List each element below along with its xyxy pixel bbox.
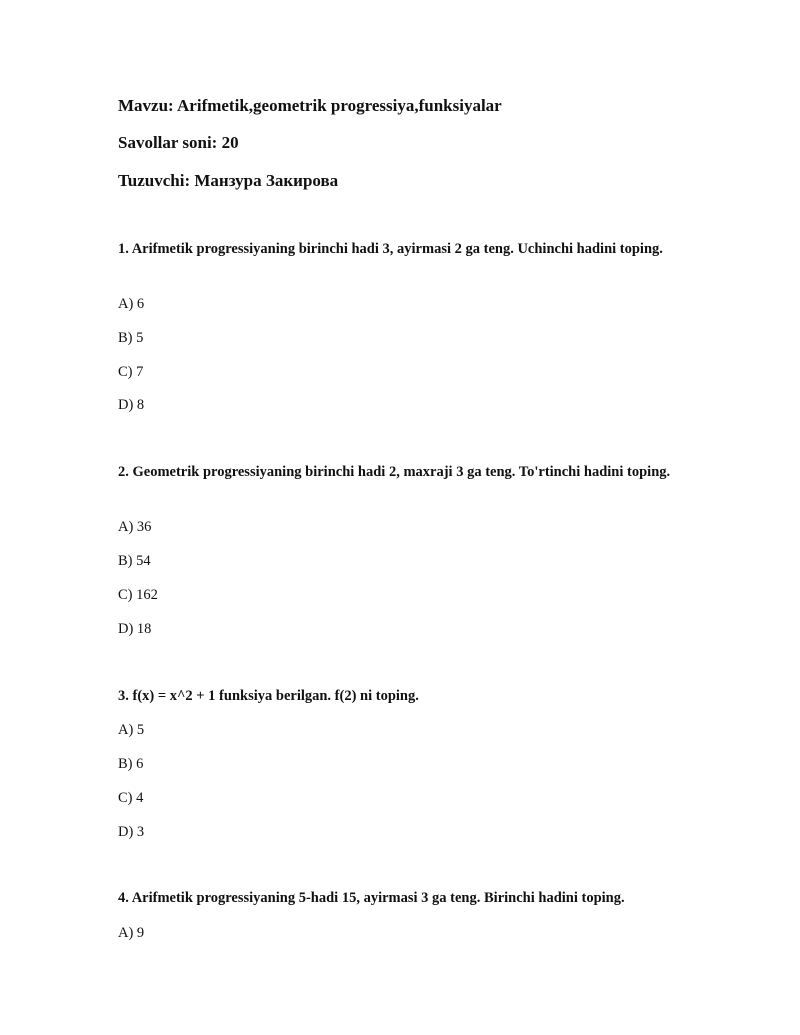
question-1-option-d: D) 8: [118, 397, 145, 413]
question-1-option-c: C) 7: [118, 364, 144, 380]
question-1-text: 1. Arifmetik progressiyaning birinchi hadi 3, ayirmasi 2 ga teng. Uchinchi hadini toping.: [118, 241, 663, 257]
question-3-option-d: D) 3: [118, 824, 145, 840]
question-2-option-d: D) 18: [118, 621, 152, 637]
question-2-option-c: C) 162: [118, 587, 158, 603]
topic-heading: Mavzu: Arifmetik,geometrik progressiya,funksiyalar: [118, 96, 502, 115]
question-2-option-a: A) 36: [118, 519, 152, 535]
question-3-option-b: B) 6: [118, 756, 144, 772]
question-1-option-b: B) 5: [118, 330, 144, 346]
question-3-option-a: A) 5: [118, 722, 145, 738]
question-2-text: 2. Geometrik progressiyaning birinchi hadi 2, maxraji 3 ga teng. To'rtinchi hadini toping.: [118, 464, 671, 480]
question-count-heading: Savollar soni: 20: [118, 133, 239, 152]
question-3-text: 3. f(x) = x^2 + 1 funksiya berilgan. f(2) ni toping.: [118, 688, 419, 704]
question-2-option-b: B) 54: [118, 553, 151, 569]
question-4-text: 4. Arifmetik progressiyaning 5-hadi 15, ayirmasi 3 ga teng. Birinchi hadini toping.: [118, 890, 625, 906]
question-4-option-a: A) 9: [118, 925, 145, 941]
question-3-option-c: C) 4: [118, 790, 144, 806]
question-1-option-a: A) 6: [118, 296, 145, 312]
author-heading: Tuzuvchi: Манзура Закирова: [118, 171, 339, 190]
